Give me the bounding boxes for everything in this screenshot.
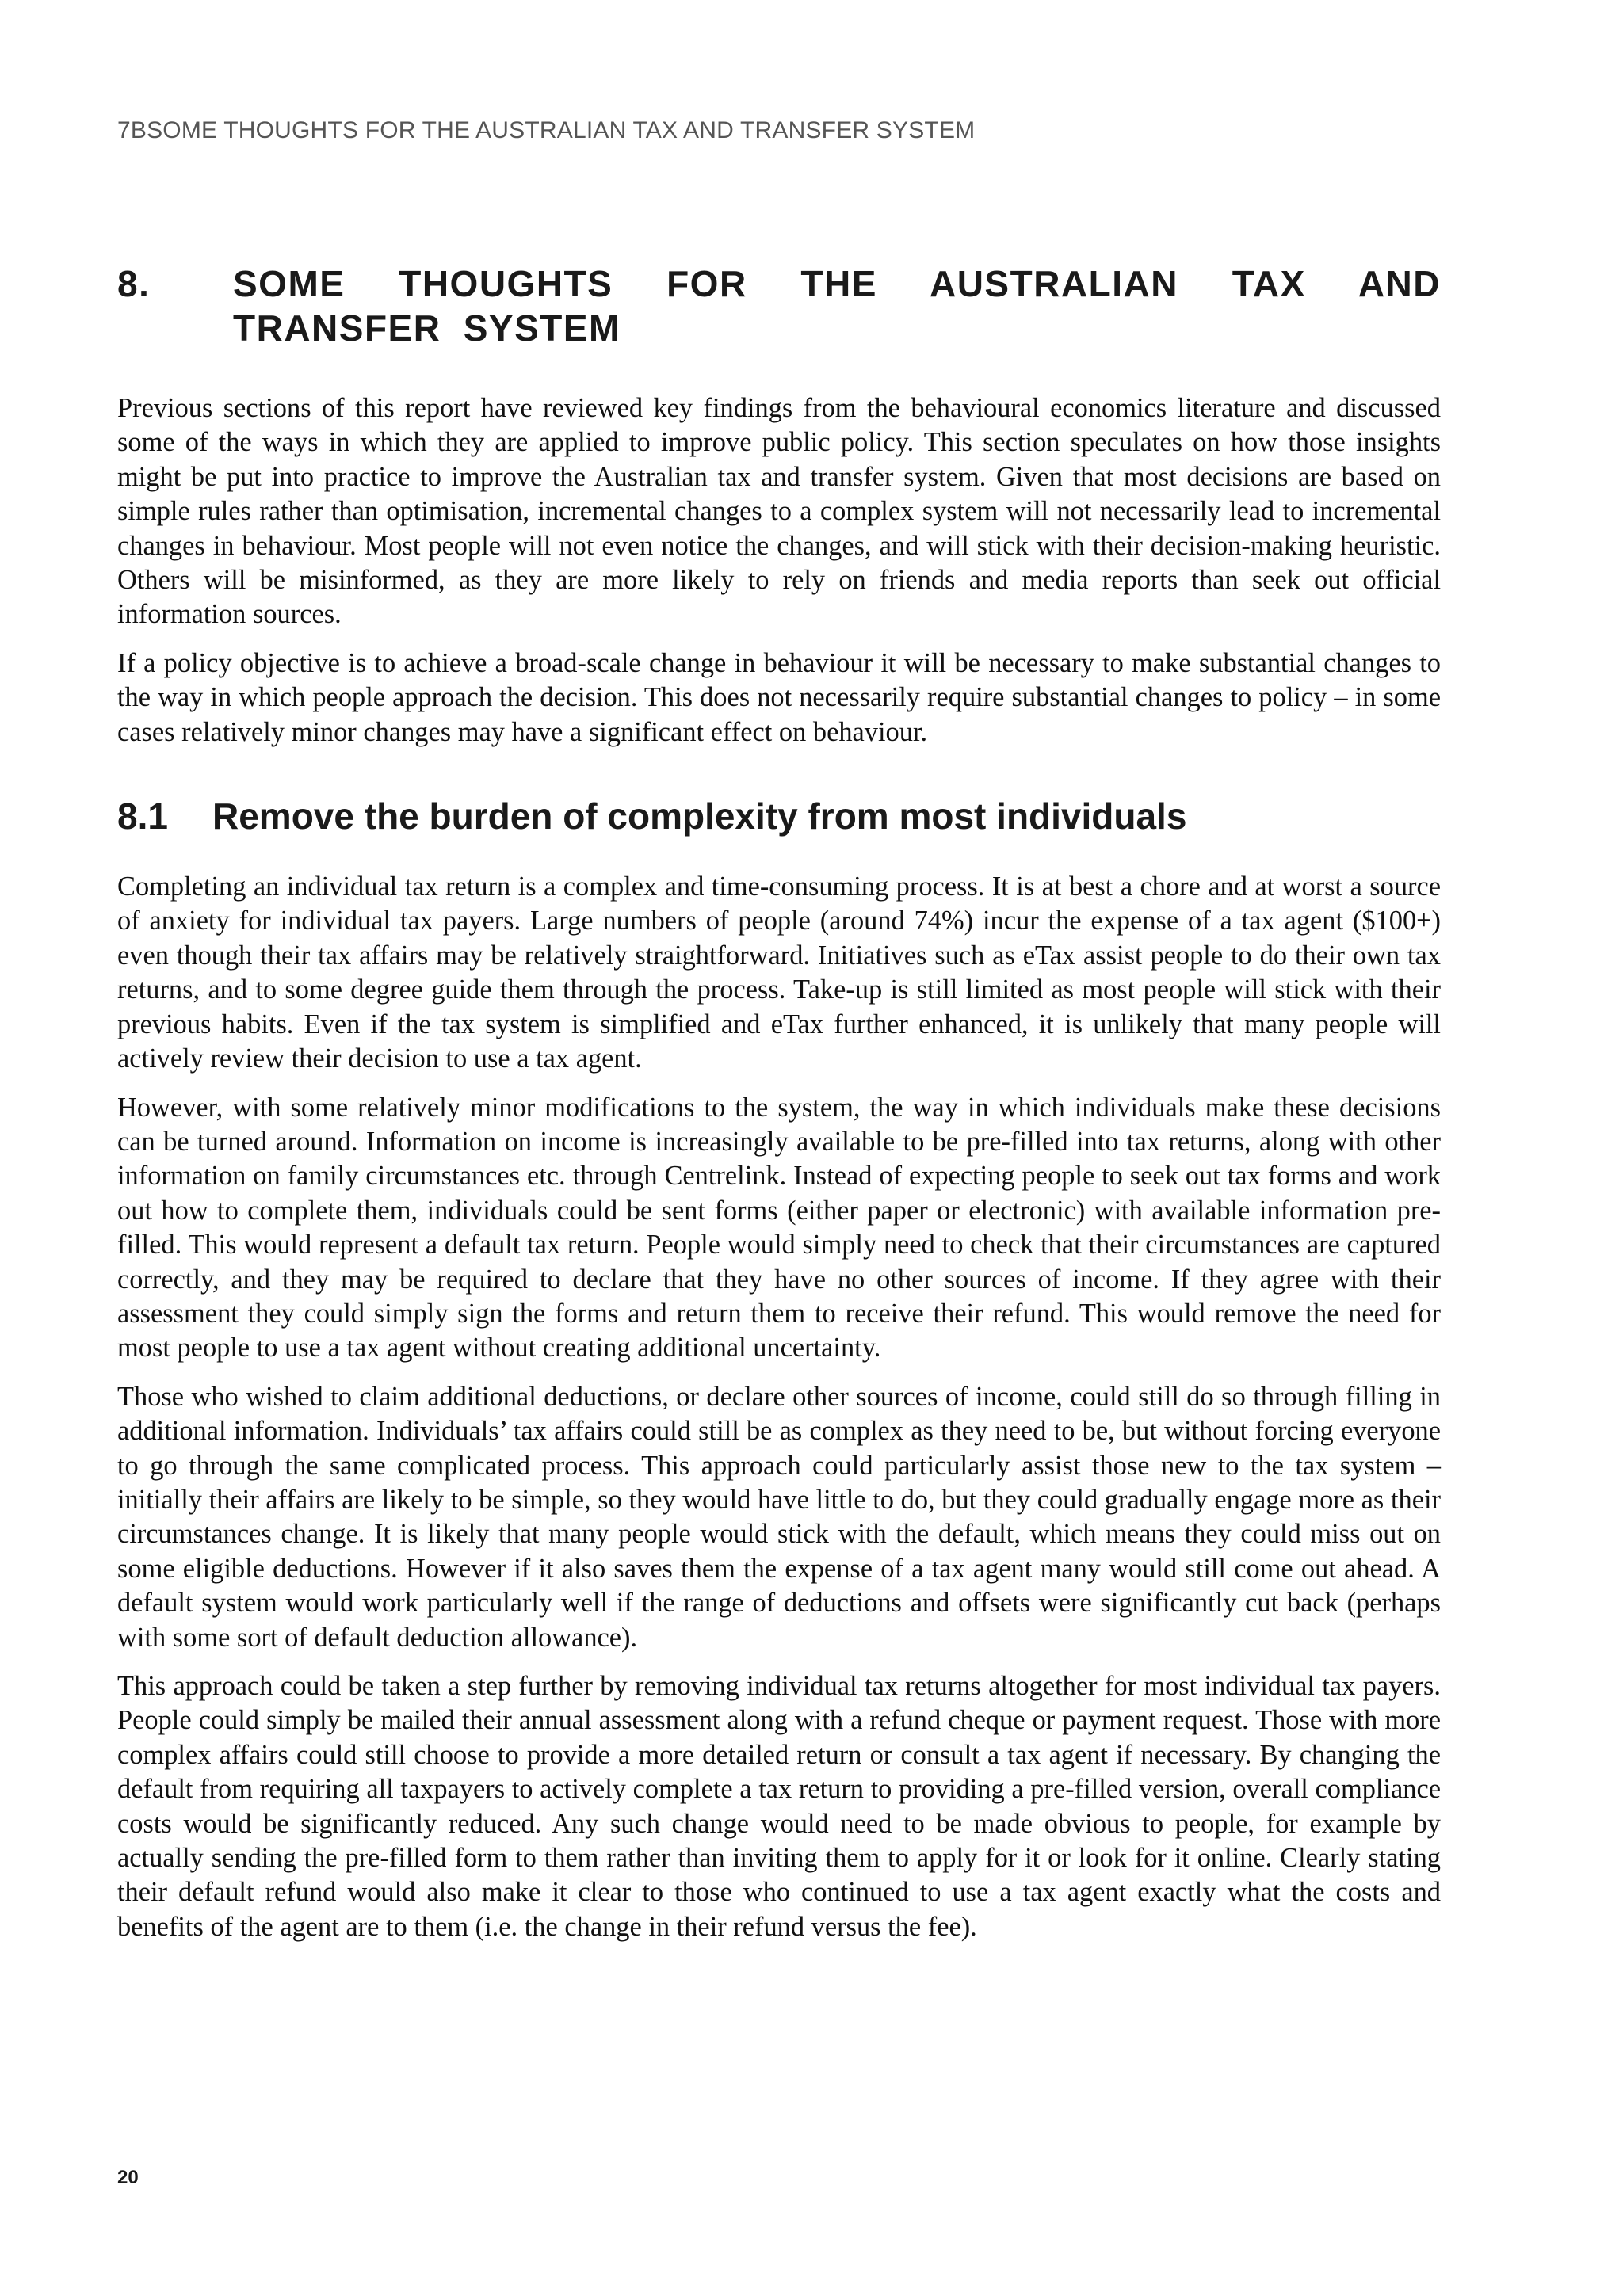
page-content — [117, 261, 1441, 1958]
intro-paragraph-1: Previous sections of this report have reviewed key findings from the behavioural economics literature and discussed some of the ways in which they are applied to improve public policy. This section speculates on how those insights might be put into practice to improve the Australian tax and transfer system. Given that most decisions are based on simple rules rather than optimisation, incremental changes to a complex system will not necessarily lead to incremental changes in behaviour. Most people will not even notice the changes, and will stick with their decision-making heuristic. Others will be misinformed, as they are more likely to rely on friends and media reports than seek out official information sources. — [117, 393, 1441, 630]
section-paragraph-3: Those who wished to claim additional deductions, or declare other sources of income, could still do so through filling in additional information. Individuals’ tax affairs could still be as complex as they need to be, but without forcing everyone to go through the same complicated process. This approach could particularly assist those new to the tax system – initially their affairs are likely to be simple, so they would have little to do, but they could gradually engage more as their circumstances change. It is likely that many people would stick with the default, which means they could miss out on some eligible deductions. However if it also saves them the expense of a tax agent many would still come out ahead. A default system would work particularly well if the range of deductions and offsets were significantly cut back (perhaps with some sort of default deduction allowance). — [117, 1381, 1441, 1653]
chapter-number: 8. — [117, 263, 151, 304]
section-number: 8.1 — [117, 795, 168, 837]
section-heading — [117, 794, 1441, 838]
section-paragraph-4: This approach could be taken a step further by removing individual tax returns altogether for most individual tax payers. People could simply be mailed their annual assessment along with a refund cheque or payment request. Those with more complex affairs could still choose to provide a more detailed return or consult a tax agent if necessary. By changing the default from requiring all taxpayers to actively complete a tax return to providing a pre-filled version, overall compliance costs would be significantly reduced. Any such change would need to be made obvious to people, for example by actually sending the pre-filled form to them rather than inviting them to apply for it or look for it online. Clearly stating their default refund would also make it clear to those who continued to use a tax agent exactly what the costs and benefits of the agent are to them (i.e. the change in their refund versus the fee). — [117, 1671, 1441, 1942]
running-header: 7BSOME THOUGHTS FOR THE AUSTRALIAN TAX AND TRANSFER SYSTEM — [117, 117, 976, 143]
chapter-title: SOME THOUGHTS FOR THE AUSTRALIAN TAX AND TRANSFER SYSTEM — [233, 263, 1441, 349]
chapter-heading — [117, 261, 1441, 350]
page-number: 20 — [117, 2167, 139, 2188]
section-paragraph-1: Completing an individual tax return is a complex and time-consuming process. It is at best a chore and at worst a source of anxiety for individual tax payers. Large numbers of people (around 74%) incur the expense of a tax agent ($100+) even though their tax affairs may be relatively straightforward. Initiatives such as eTax assist people to do their own tax returns, and to some degree guide them through the process. Take-up is still limited as most people will stick with their previous habits. Even if the tax system is simplified and eTax further enhanced, it is unlikely that many people will actively review their decision to use a tax agent. — [117, 871, 1441, 1074]
intro-paragraph-2: If a policy objective is to achieve a broad-scale change in behaviour it will be necessary to make substantial changes to the way in which people approach the decision. This does not necessarily require substantial changes to policy – in some cases relatively minor changes may have a significant effect on behaviour. — [117, 647, 1441, 747]
section-title: Remove the burden of complexity from most individuals — [212, 795, 1187, 837]
section-paragraph-2: However, with some relatively minor modifications to the system, the way in which individuals make these decisions can be turned around. Information on income is increasingly available to be pre-filled into tax returns, along with other information on family circumstances etc. through Centrelink. Instead of expecting people to seek out tax forms and work out how to complete them, individuals could be sent forms (either paper or electronic) with available information pre-filled. This would represent a default tax return. People would simply need to check that their circumstances are captured correctly, and they may be required to declare that they have no other sources of income. If they agree with their assessment they could simply sign the forms and return them to receive their refund. This would remove the need for most people to use a tax agent without creating additional uncertainty. — [117, 1092, 1441, 1363]
